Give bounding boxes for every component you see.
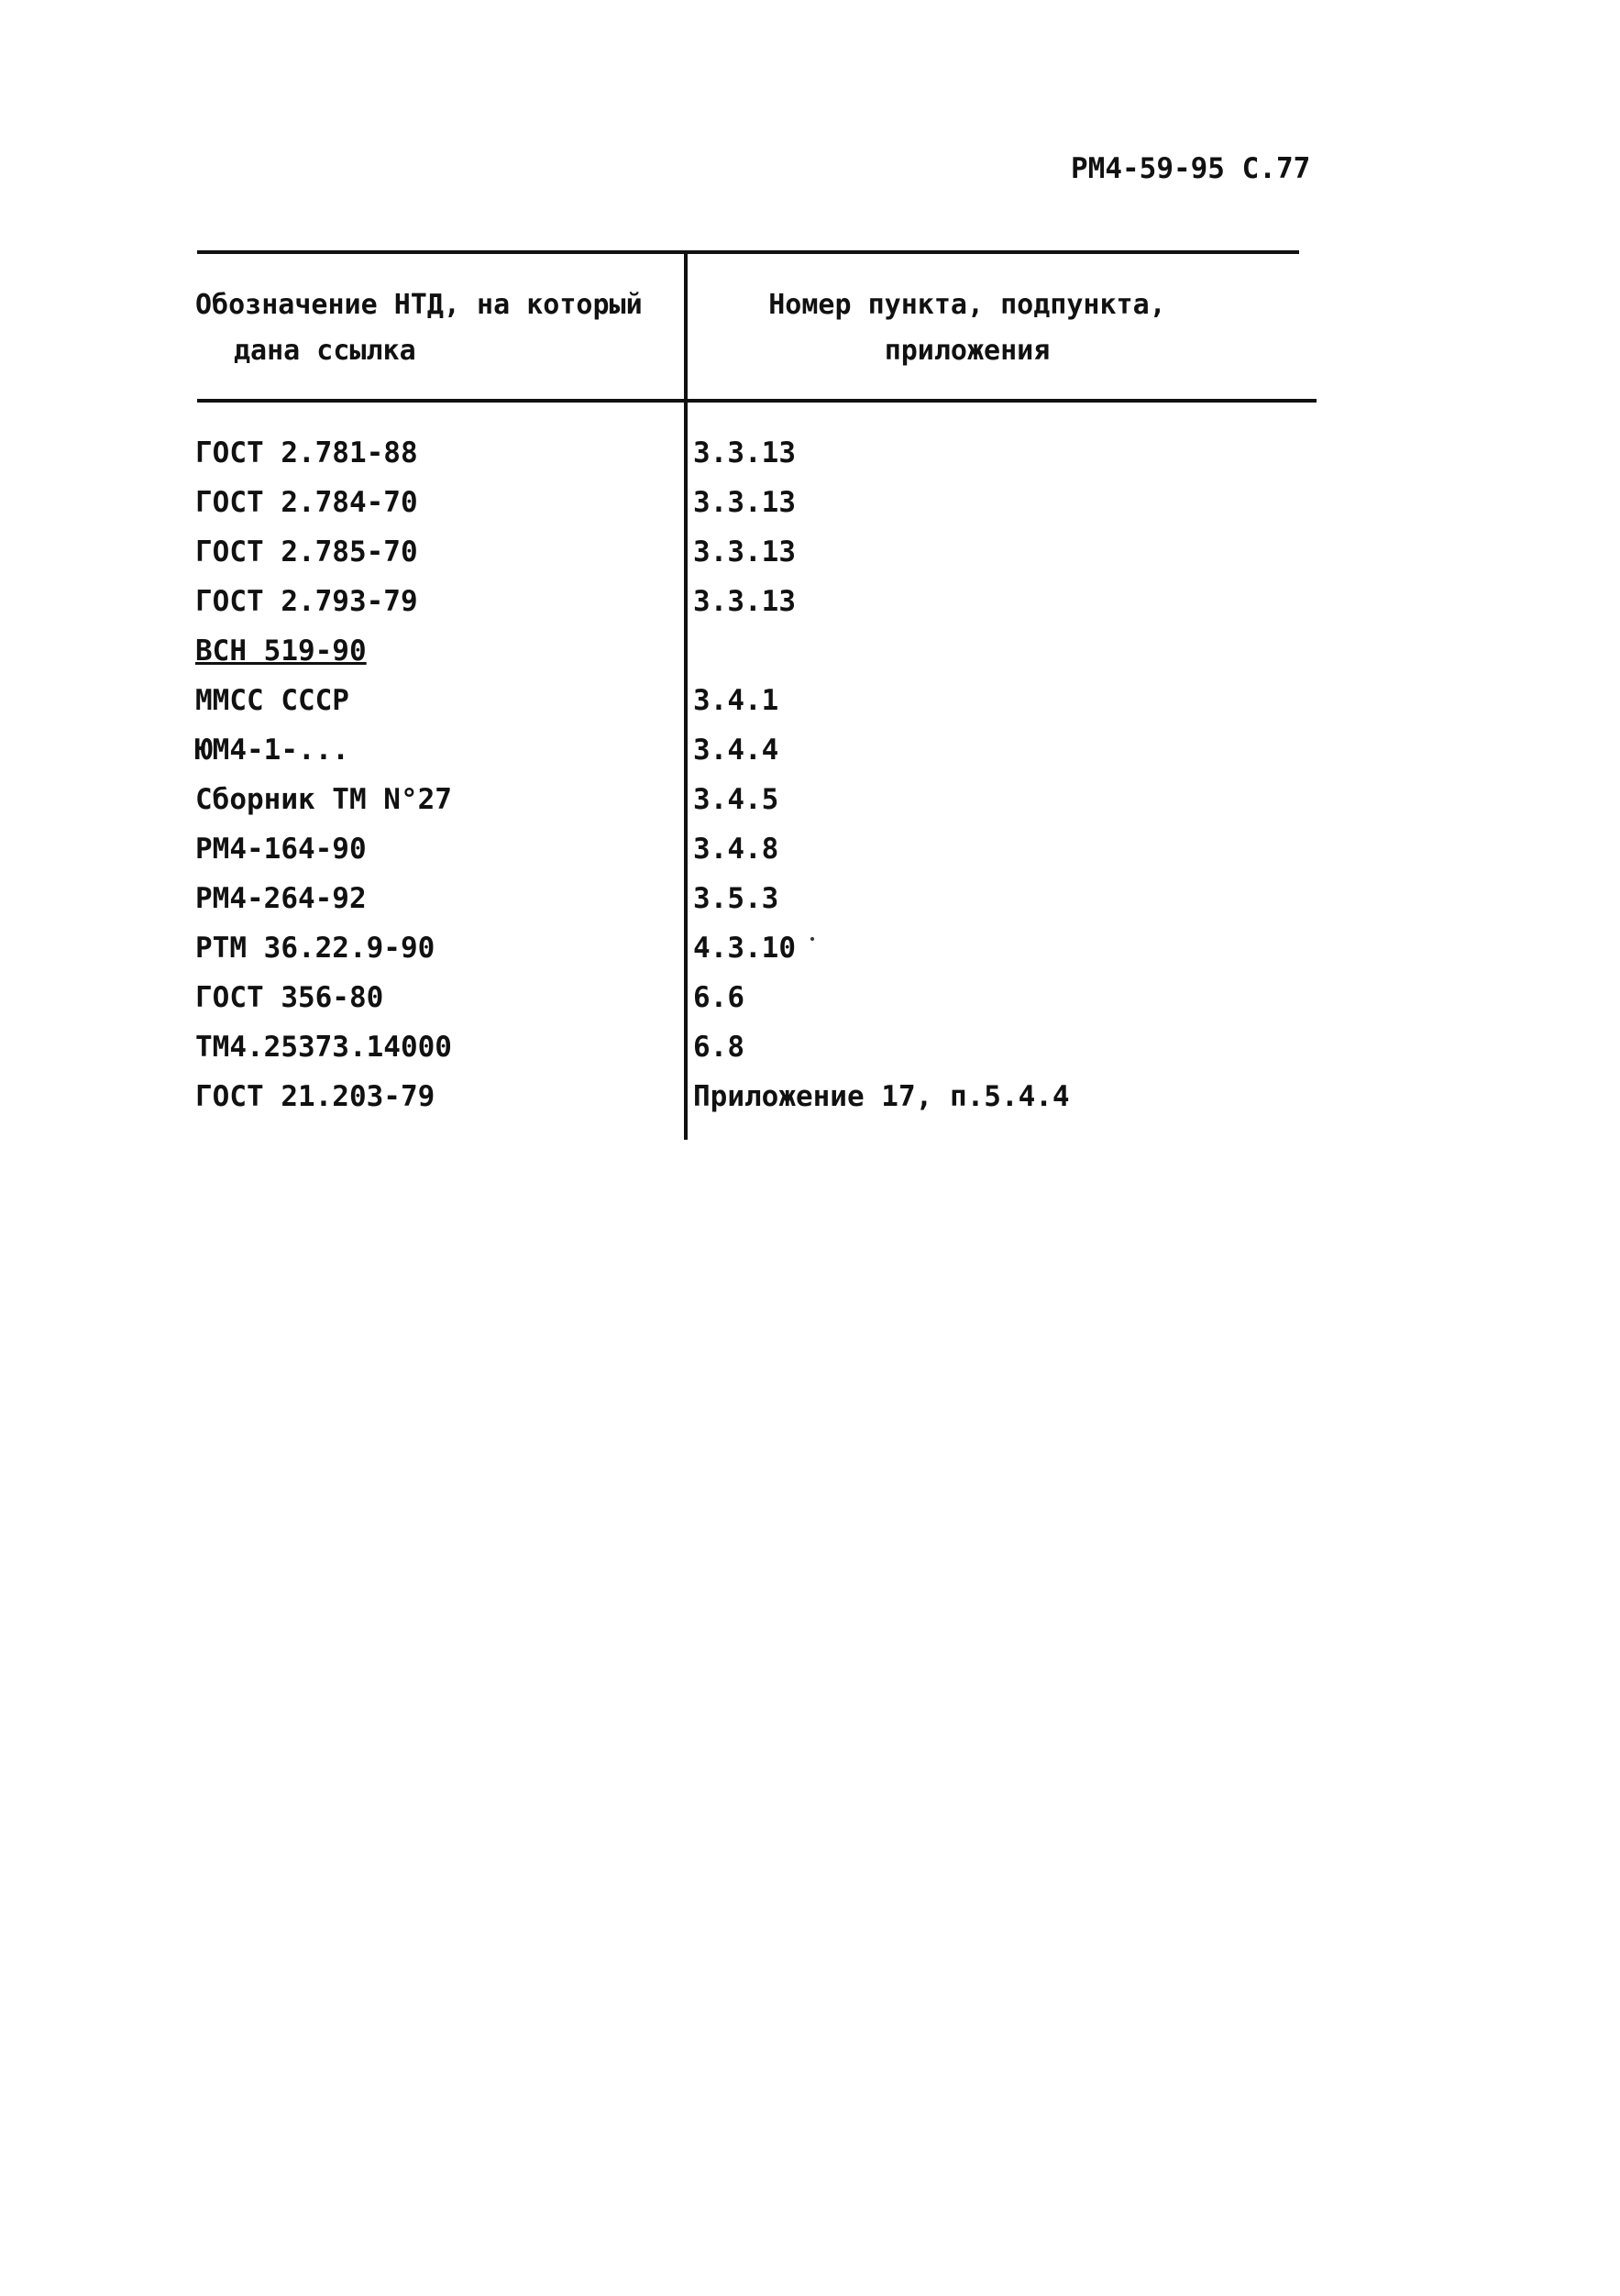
column-header-reference-line1: Обозначение НТД, на который bbox=[195, 289, 643, 321]
clause-cell: 3.4.1 bbox=[693, 684, 779, 717]
table-row bbox=[0, 1072, 1620, 1121]
column-header-clause-line2: приложения bbox=[884, 335, 1051, 367]
reference-cell: ММСС СССР bbox=[195, 684, 349, 717]
clause-cell: 3.4.8 bbox=[693, 833, 779, 866]
reference-cell: РМ4-164-90 bbox=[195, 833, 367, 866]
clause-cell: 6.6 bbox=[693, 981, 744, 1014]
clause-cell: 3.3.13 bbox=[693, 585, 796, 618]
table-row bbox=[0, 1022, 1620, 1072]
column-header-clause-line1: Номер пункта, подпункта, bbox=[768, 289, 1166, 321]
reference-cell: РТМ 36.22.9-90 bbox=[195, 932, 435, 965]
table-row bbox=[0, 527, 1620, 577]
reference-cell: ГОСТ 21.203-79 bbox=[195, 1080, 435, 1113]
table-row bbox=[0, 874, 1620, 923]
table-row bbox=[0, 725, 1620, 775]
reference-cell: ГОСТ 356-80 bbox=[195, 981, 384, 1014]
reference-cell: ГОСТ 2.784-70 bbox=[195, 486, 418, 519]
scan-speck bbox=[810, 937, 814, 941]
clause-cell: 6.8 bbox=[693, 1031, 744, 1064]
reference-cell: РМ4-264-92 bbox=[195, 882, 367, 915]
table-row bbox=[0, 824, 1620, 874]
clause-cell: 3.4.4 bbox=[693, 734, 779, 767]
reference-cell: ТМ4.25373.14000 bbox=[195, 1031, 452, 1064]
column-header-clause bbox=[706, 282, 1229, 374]
clause-cell: 3.3.13 bbox=[693, 486, 796, 519]
reference-cell: ГОСТ 2.785-70 bbox=[195, 535, 418, 568]
table-row bbox=[0, 775, 1620, 824]
reference-cell: ВСН 519-90 bbox=[195, 635, 367, 668]
table-row bbox=[0, 478, 1620, 527]
clause-cell: 3.5.3 bbox=[693, 882, 779, 915]
column-header-reference-line2: дана ссылка bbox=[234, 335, 416, 367]
table-header-rule bbox=[197, 399, 1317, 403]
table-row bbox=[0, 973, 1620, 1022]
table-body bbox=[0, 428, 1620, 1121]
clause-cell: 3.3.13 bbox=[693, 535, 796, 568]
table-row bbox=[0, 428, 1620, 478]
clause-cell: 4.3.10 bbox=[693, 932, 796, 965]
reference-cell: Сборник ТМ N°27 bbox=[195, 783, 452, 816]
table-row bbox=[0, 676, 1620, 725]
page-header: РМ4-59-95 С.77 bbox=[1071, 152, 1311, 185]
table-row bbox=[0, 626, 1620, 676]
clause-cell: 3.3.13 bbox=[693, 436, 796, 469]
clause-cell: 3.4.5 bbox=[693, 783, 779, 816]
table-row bbox=[0, 923, 1620, 973]
clause-cell: Приложение 17, п.5.4.4 bbox=[693, 1080, 1070, 1113]
table-top-rule bbox=[197, 250, 1299, 254]
reference-cell: ГОСТ 2.793-79 bbox=[195, 585, 418, 618]
column-header-reference bbox=[188, 282, 683, 374]
reference-cell: ЮМ4-1-... bbox=[195, 734, 349, 767]
reference-cell: ГОСТ 2.781-88 bbox=[195, 436, 418, 469]
table-row bbox=[0, 577, 1620, 626]
